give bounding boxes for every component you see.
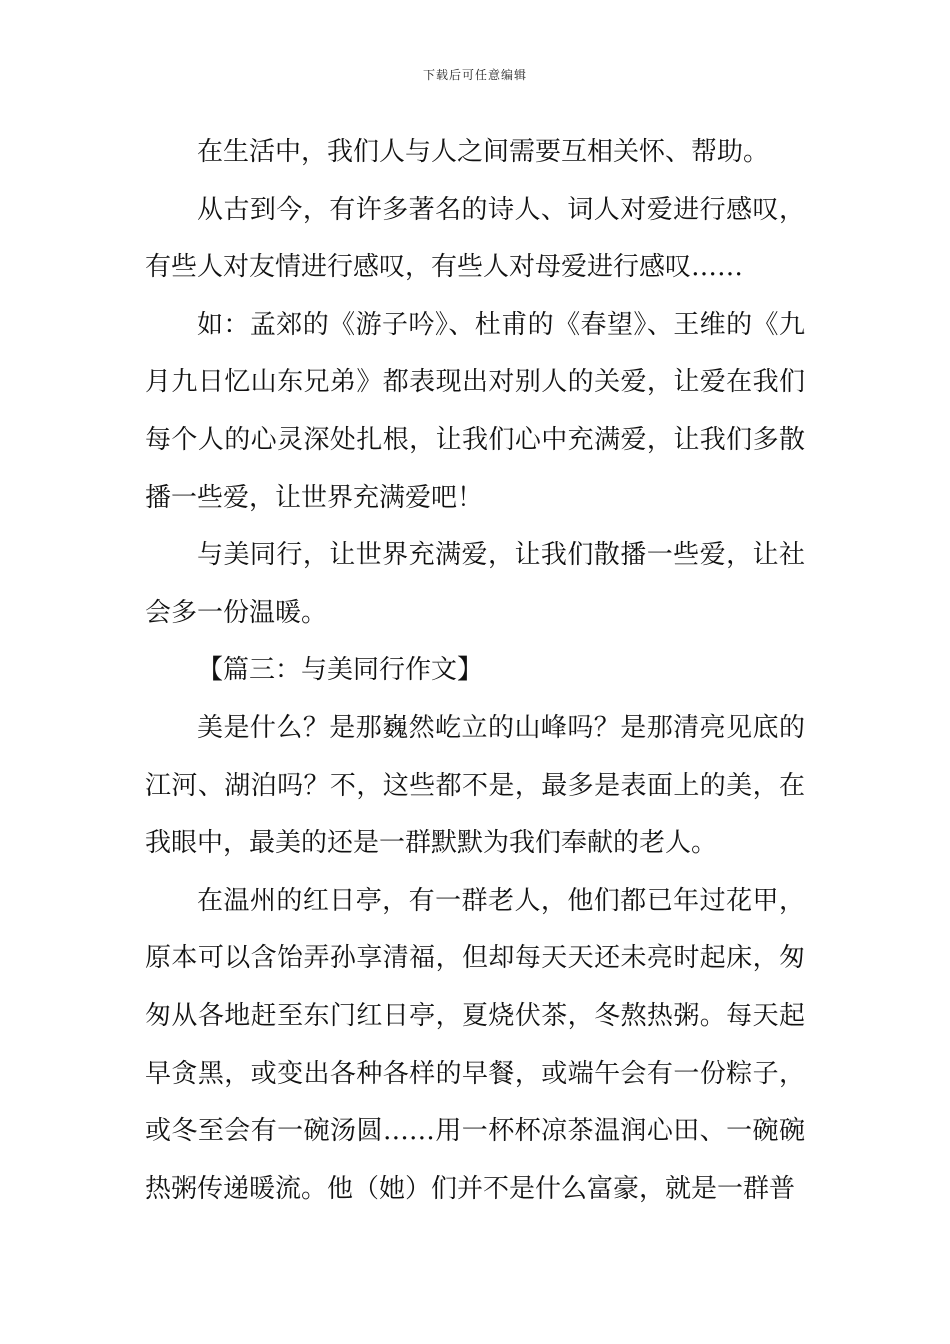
page-header: 下载后可任意编辑	[422, 68, 527, 82]
paragraph-5: 美是什么？是那巍然屹立的山峰吗？是那清亮见底的江河、湖泊吗？不，这些都不是，最多是表面上的美，在我眼中，最美的还是一群默默为我们奉献的老人。	[145, 712, 805, 859]
paragraph-4: 与美同行，让世界充满爱，让我们散播一些爱，让社会多一份温暖。	[145, 540, 805, 628]
section-heading: 【篇三：与美同行作文】	[197, 655, 484, 686]
paragraph-2: 从古到今，有许多著名的诗人、词人对爱进行感叹，有些人对友情进行感叹，有些人对母爱进行感叹……	[145, 194, 805, 283]
paragraph-3: 如：孟郊的《游子吟》、杜甫的《春望》、王维的《九月九日忆山东兄弟》都表现出对别人的关爱，让爱在我们每个人的心灵深处扎根，让我们心中充满爱，让我们多散播一些爱，让世界充满爱吧！	[145, 309, 805, 513]
paragraph-1: 在生活中，我们人与人之间需要互相关怀、帮助。	[197, 137, 770, 167]
document-body	[145, 124, 805, 1218]
paragraph-6: 在温州的红日亭，有一群老人，他们都已年过花甲，原本可以含饴弄孙享清福，但却每天天还未亮时起床，匆匆从各地赶至东门红日亭，夏烧伏茶，冬熬热粥。每天起早贪黑，或变出各种各样的早餐，或端午会有一份粽子，或冬至会有一碗汤圆……用一杯杯凉茶温润心田、一碗碗热粥传递暖流。他（她）们并不是什么富豪，就是一群普	[145, 885, 805, 1204]
